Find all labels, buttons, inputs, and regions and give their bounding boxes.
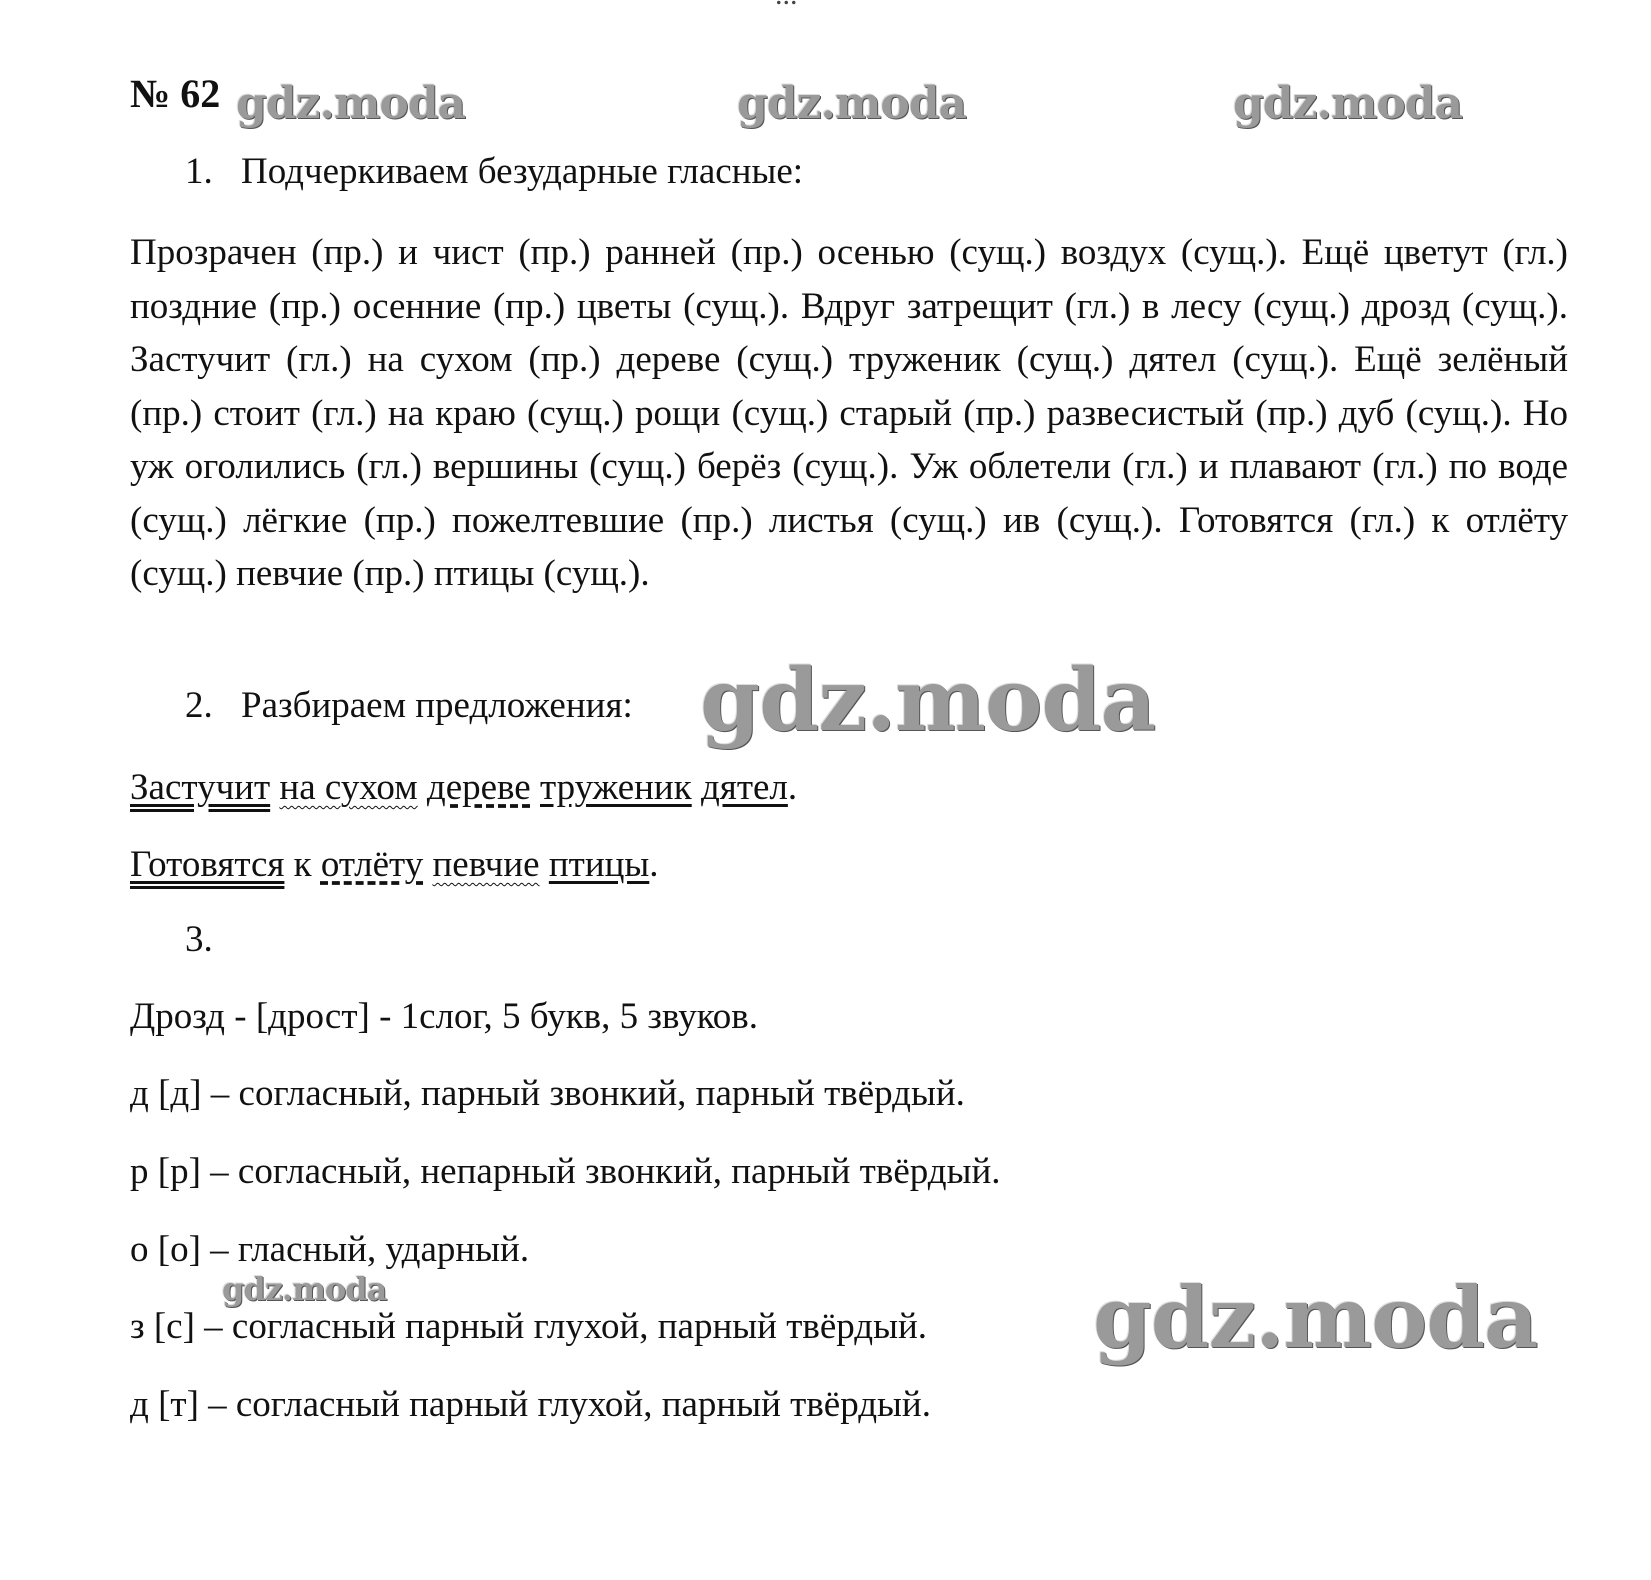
sentence-1: [130, 766, 797, 810]
section-1-paragraph: Прозрачен (пр.) и чист (пр.) ранней (пр.) осенью (сущ.) воздух (сущ.). Ещё цветут (гл.) поздние (пр.) осенние (пр.) цветы (сущ.). Вдруг затрещит (гл.) в лесу (сущ.) дрозд (сущ.). Застучит (гл.) на сухом (пр.) дереве (сущ.) труженик (сущ.) дятел (сущ.). Ещё зелёный (пр.) стоит (гл.) на краю (сущ.) рощи (сущ.) старый (пр.) развесистый (пр.) дуб (сущ.). Но уж оголились (гл.) вершины (сущ.) берёз (сущ.). Уж облетели (гл.) и плавают (гл.) по воде (сущ.) лёгкие (пр.) пожелтевшие (пр.) листья (сущ.) ив (сущ.). Готовятся (гл.) к отлёту (сущ.) певчие (пр.) птицы (сущ.).: [130, 232, 1568, 594]
section-1-heading: [185, 150, 803, 193]
section-1-number: 1.: [185, 151, 213, 192]
predicate: Застучит: [130, 767, 271, 808]
phonetic-line: д [т] – согласный парный глухой, парный твёрдый.: [130, 1384, 931, 1425]
watermark: gdz.moda: [1233, 78, 1463, 129]
watermark-large: gdz.moda: [1093, 1268, 1538, 1367]
section-2-heading: [185, 684, 633, 727]
sentence-end: .: [649, 844, 659, 885]
sentence-end: .: [787, 767, 798, 808]
watermark-small: gdz.moda: [222, 1270, 387, 1308]
watermark-large: gdz.moda: [700, 650, 1156, 751]
phonetic-line: з [с] – согласный парный глухой, парный твёрдый.: [130, 1306, 927, 1347]
section-3-number: 3.: [185, 919, 213, 960]
section-1-title: Подчеркиваем безударные гласные:: [241, 151, 804, 192]
phonetic-line: о [о] – гласный, ударный.: [130, 1229, 530, 1270]
subject: птицы: [548, 844, 650, 885]
predicate: Готовятся: [130, 844, 285, 885]
phonetic-line: д [д] – согласный, парный звонкий, парный твёрдый.: [130, 1073, 965, 1114]
watermark: gdz.moda: [236, 78, 466, 129]
adjective-modifier: на сухом: [279, 767, 418, 808]
section-2-title: Разбираем предложения:: [241, 685, 633, 726]
preposition: к: [293, 844, 312, 885]
adjective-modifier: певчие: [432, 844, 540, 885]
object: отлёту: [320, 844, 424, 885]
task-number: № 62: [130, 71, 221, 116]
phonetic-line: р [р] – согласный, непарный звонкий, парный твёрдый.: [130, 1151, 1001, 1192]
subject: дятел: [700, 767, 788, 808]
adverbial: дереве: [426, 767, 531, 808]
section-2-number: 2.: [185, 685, 213, 726]
watermark: gdz.moda: [737, 78, 967, 129]
subject: труженик: [539, 767, 692, 808]
phonetic-line: Дрозд - [дрост] - 1слог, 5 букв, 5 звуков.: [130, 996, 759, 1037]
cropped-header-fragment: [775, 0, 798, 12]
section-3-heading: [185, 918, 241, 961]
sentence-2: [130, 843, 659, 887]
